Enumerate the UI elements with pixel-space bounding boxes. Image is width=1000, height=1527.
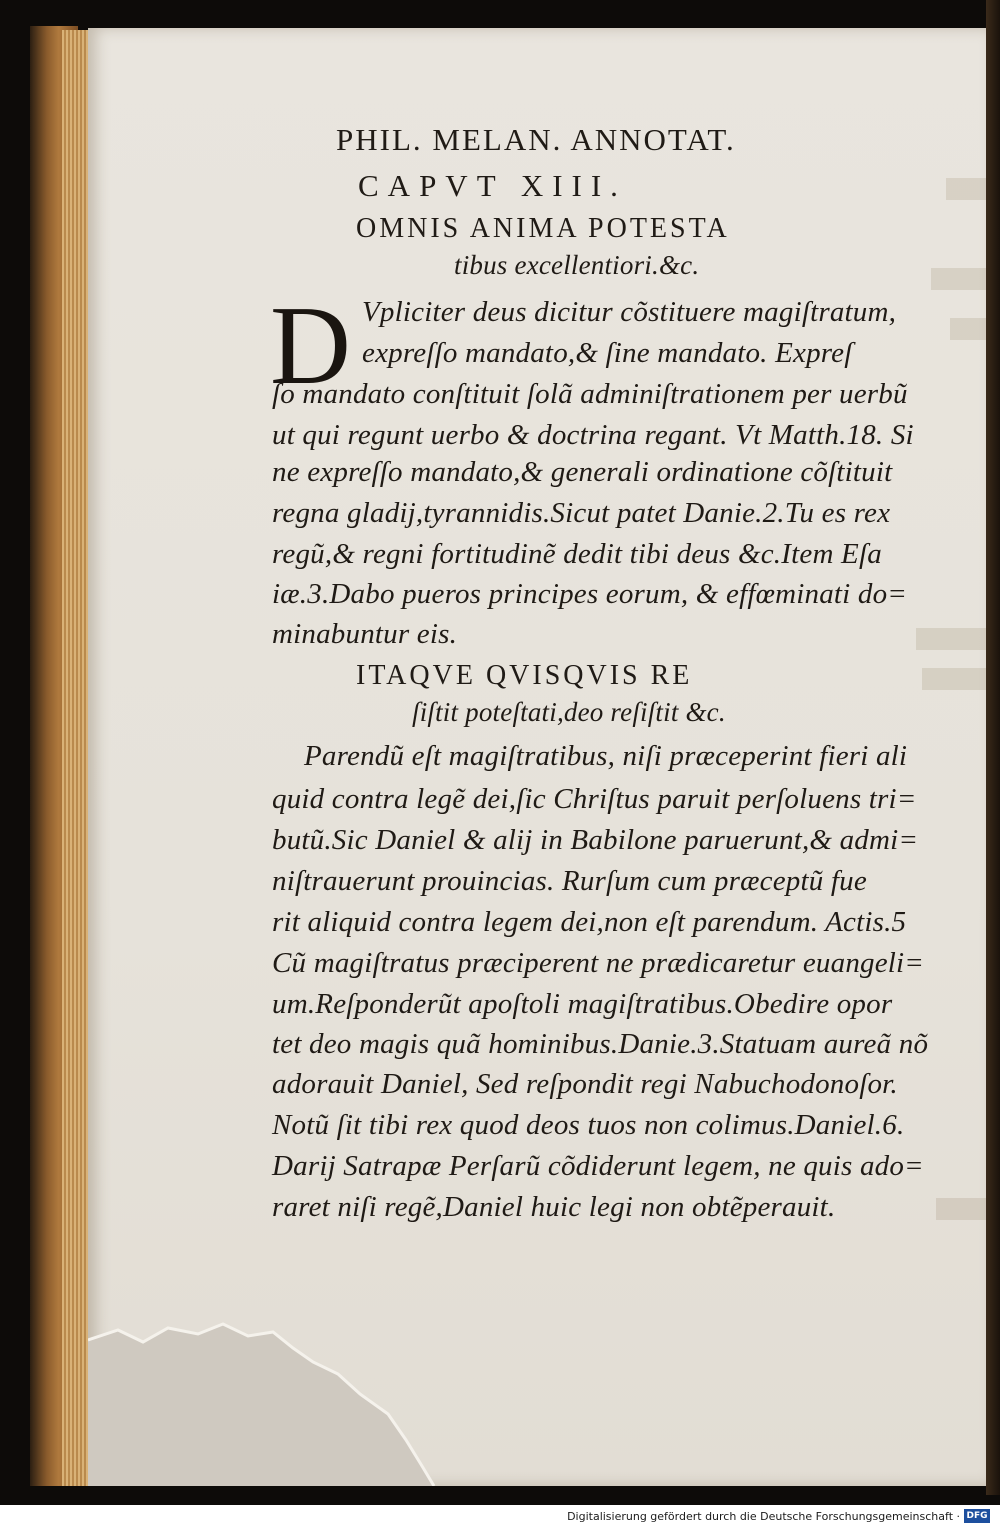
- text-line: regũ,& regni fortitudinẽ dedit tibi deus &c.Item Eſa: [272, 538, 882, 570]
- running-head: PHIL. MELAN. ANNOTAT.: [336, 122, 736, 157]
- drop-cap: D: [270, 284, 351, 408]
- text-line: rit aliquid contra legem dei,non eſt parendum. Actis.5: [272, 906, 907, 938]
- verse-heading: OMNIS ANIMA POTESTA: [356, 213, 730, 244]
- text-line: Parendũ eſt magiſtratibus, niſi præceperint fieri ali: [304, 740, 908, 772]
- text-line: Vpliciter deus dicitur cõstituere magiſtratum,: [362, 296, 897, 328]
- book-spine-shadow: [986, 0, 1000, 1495]
- text-line: raret niſi regẽ,Daniel huic legi non obtẽperauit.: [272, 1191, 836, 1223]
- dfg-logo-icon: DFG: [964, 1509, 990, 1523]
- text-line: expreſſo mandato,& ſine mandato. Expreſ: [362, 337, 853, 369]
- text-line: butũ.Sic Daniel & alij in Babilone paruerunt,& admi=: [272, 824, 919, 856]
- text-line: um.Reſponderũt apoſtoli magiſtratibus.Obedire opor: [272, 988, 893, 1020]
- text-line: tet deo magis quã hominibus.Danie.3.Statuam aureã nõ: [272, 1028, 929, 1060]
- text-line: iæ.3.Dabo pueros principes eorum, & effœminati do=: [272, 578, 908, 610]
- text-line: Cũ magiſtratus præciperent ne prædicaretur euangeli=: [272, 947, 925, 979]
- text-line: ut qui regunt uerbo & doctrina regant. Vt Matth.18. Si: [272, 419, 914, 451]
- chapter-heading: CAPVT XIII.: [358, 168, 627, 203]
- verse-heading: ITAQVE QVISQVIS RE: [356, 660, 693, 691]
- verse-heading-continuation: ſiſtit poteſtati,deo reſiſtit &c.: [412, 697, 726, 727]
- text-line: ne expreſſo mandato,& generali ordinatione cõſtituit: [272, 456, 893, 488]
- text-line: ſo mandato conſtituit ſolã adminiſtrationem per uerbũ: [272, 378, 908, 410]
- text-line: niſtrauerunt prouincias. Rurſum cum præceptũ fue: [272, 865, 867, 897]
- text-line: adorauit Daniel, Sed reſpondit regi Nabuchodonoſor.: [272, 1068, 898, 1100]
- text-line: Notũ ſit tibi rex quod deos tuos non colimus.Daniel.6.: [272, 1109, 905, 1141]
- funding-notice: Digitalisierung gefördert durch die Deutsche Forschungsgemeinschaft ·: [567, 1510, 960, 1523]
- verse-heading-continuation: tibus excellentiori.&c.: [454, 250, 700, 280]
- text-line: minabuntur eis.: [272, 618, 458, 650]
- text-line: quid contra legẽ dei,ſic Chriſtus paruit perſoluens tri=: [272, 783, 917, 815]
- text-line: Darij Satrapæ Perſarũ cõdiderunt legem, ne quis ado=: [272, 1150, 924, 1182]
- text-line: regna gladij,tyrannidis.Sicut patet Danie.2.Tu es rex: [272, 497, 891, 529]
